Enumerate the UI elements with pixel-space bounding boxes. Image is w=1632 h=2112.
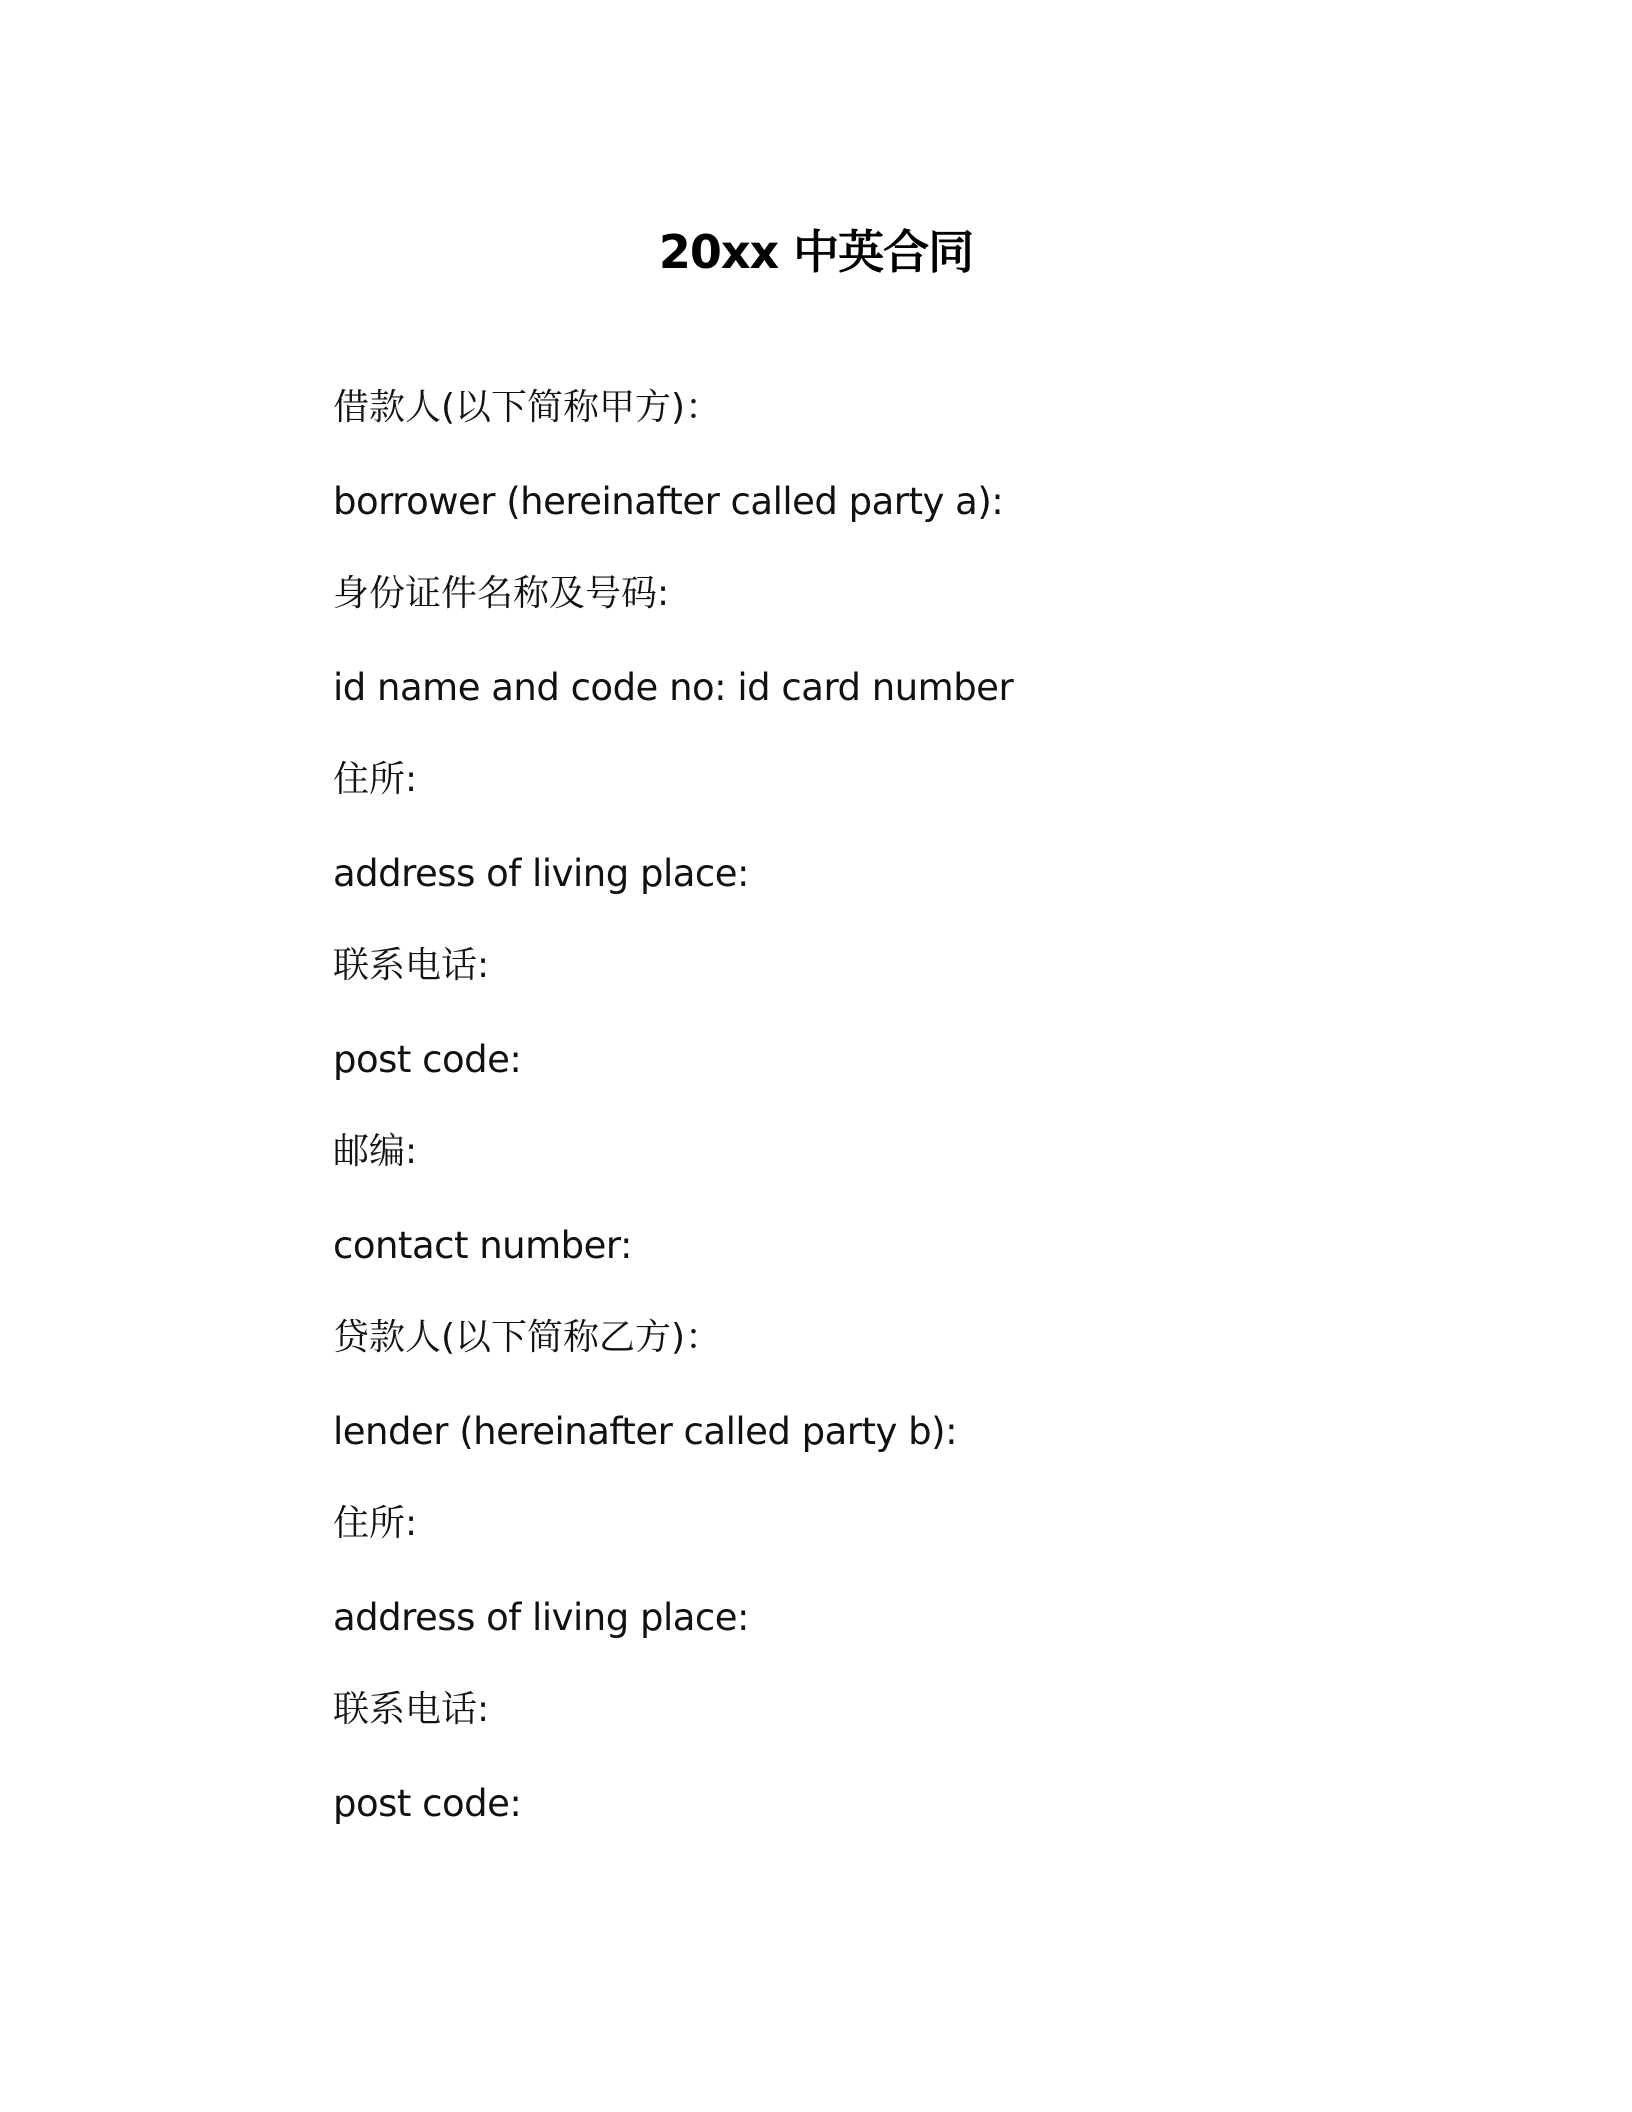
field-address-en: address of living place: [333, 852, 749, 895]
field-id-zh: 身份证件名称及号码: [333, 573, 670, 614]
document-title: 20xx 中英合同 [658, 225, 974, 279]
document-body [333, 378, 1433, 1866]
field-lender-phone-zh: 联系电话: [333, 1689, 490, 1730]
field-borrower-en: borrower (hereinafter called party a): [333, 480, 1004, 523]
field-lender-en: lender (hereinafter called party b): [333, 1410, 958, 1453]
field-contact-en: contact number: [333, 1224, 632, 1267]
field-postcode-en: post code: [333, 1038, 522, 1081]
field-lender-zh: 贷款人(以下简称乙方)： [333, 1317, 722, 1358]
field-borrower-zh: 借款人(以下简称甲方)： [333, 387, 722, 428]
field-lender-address-en: address of living place: [333, 1596, 749, 1639]
field-lender-postcode-en: post code: [333, 1782, 522, 1825]
field-lender-address-zh: 住所: [333, 1503, 418, 1544]
field-id-en: id name and code no: id card number [333, 666, 1014, 709]
field-postcode-zh: 邮编: [333, 1131, 418, 1172]
field-phone-zh: 联系电话: [333, 945, 490, 986]
field-address-zh: 住所: [333, 759, 418, 800]
